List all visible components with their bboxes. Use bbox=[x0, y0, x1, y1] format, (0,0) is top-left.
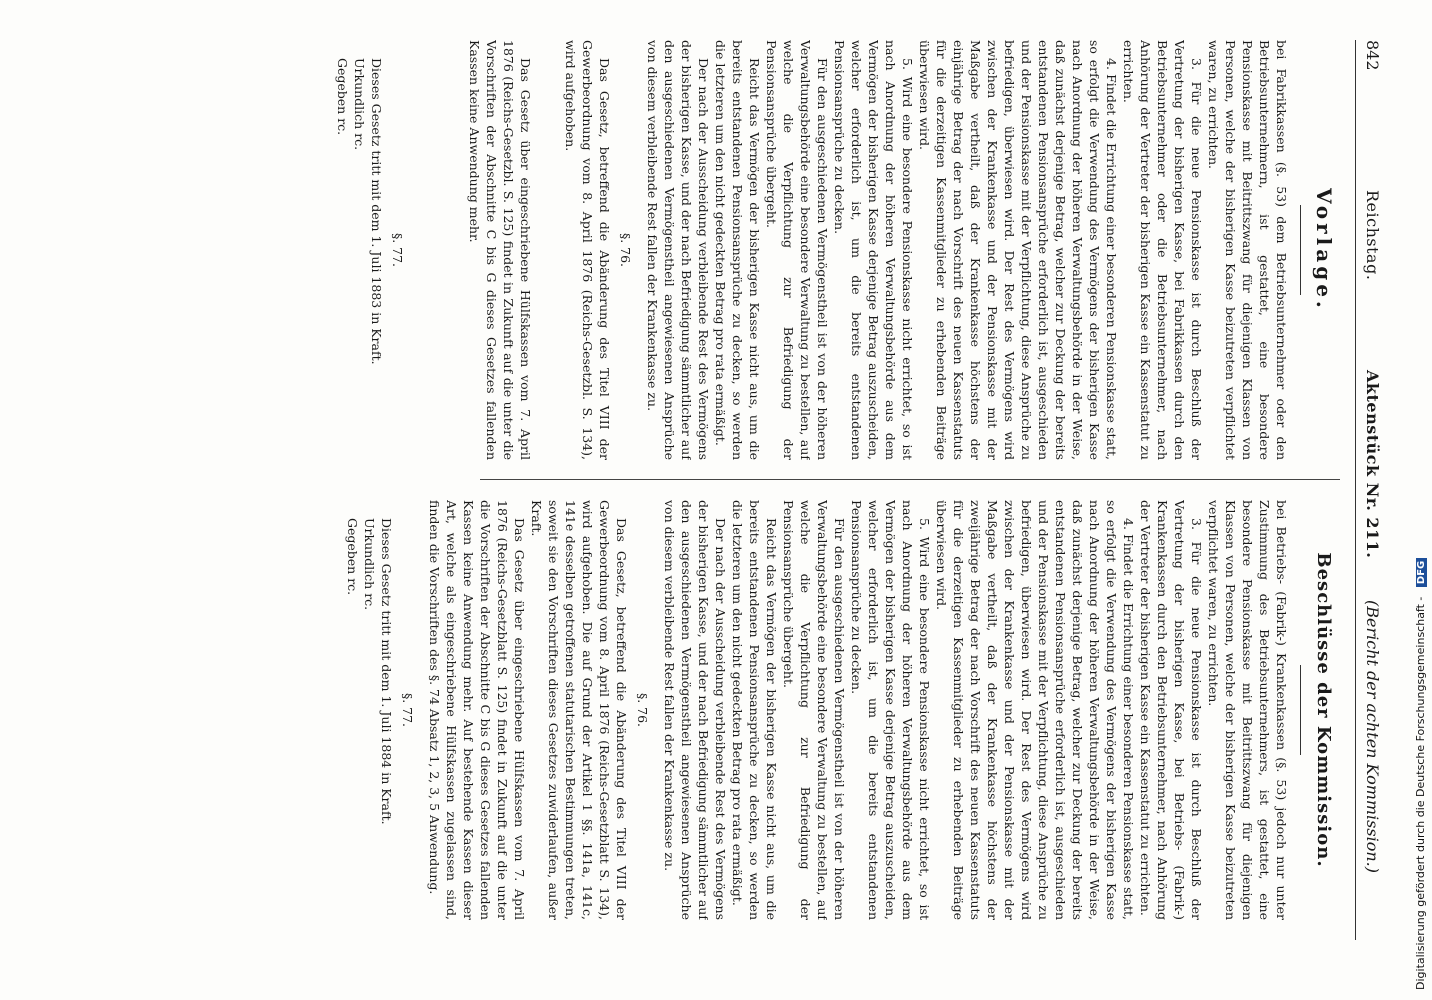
paragraph: Reicht das Vermögen der bisherigen Kasse nicht aus, um die bereits entstandenen Pensionsansprüche zu decken, so werden die letzteren um den nicht gedeckten Betrag pro rata ermäßigt. bbox=[713, 40, 762, 460]
section-heading-76: §. 76. bbox=[618, 232, 633, 268]
paragraph: 3. Für die neue Pensionskasse ist durch Beschluß der Vertretung der bisherigen Kasse, bei Betriebs- (Fabrik-) Krankenkassen durch den Betriebsunternehmer, nach Anhörung der Vertreter der bisherigen Kasse ein Kassenstatut zu errichten. bbox=[1138, 500, 1204, 920]
dfg-logo: DFG bbox=[1416, 558, 1427, 587]
header-bericht: (Bericht der achten Kommission.) bbox=[1363, 600, 1382, 873]
header-aktenstueck: Aktenstück Nr. 211. bbox=[1363, 370, 1382, 559]
column-title-vorlage: Vorlage. bbox=[1312, 188, 1336, 312]
paragraph: 5. Wird eine besondere Pensionskasse nicht errichtet, so ist nach Anordnung der höheren Verwaltungsbehörde aus dem Vermögen der bisherigen Kasse derjenige Betrag auszuscheiden, welcher erforderlich ist, um die bereits entstandenen Pensionsansprüche zu decken. bbox=[849, 500, 932, 920]
section-heading-77: §. 77. bbox=[390, 232, 405, 268]
column-divider bbox=[480, 479, 1340, 480]
column-beschluesse bbox=[20, 500, 1340, 920]
paragraph: Für den ausgeschiedenen Vermögenstheil ist von der höheren Verwaltungsbehörde eine besondere Verwaltung zu bestellen, auf welche die Verpflichtung zur Befriedigung der Pensionsansprüche übergeht. bbox=[764, 40, 830, 460]
column-vorlage bbox=[20, 40, 1340, 460]
paragraph: Das Gesetz, betreffend die Abänderung des Titel VIII der Gewerbeordnung vom 8. April 1876 (Reichs-Gesetzbl. S. 134), wird aufgehoben. bbox=[563, 40, 612, 460]
paragraph: 4. Findet die Errichtung einer besonderen Pensionskasse statt, so erfolgt die Verwendung des Vermögens der bisherigen Kasse nach Anordnung der höheren Verwaltungsbehörde in der Weise, daß zunächst derjenige Betrag, welcher zur Deckung der bereits entstandenen Pensionsansprüche erforderlich ist, ausgeschieden und der Pensionskasse mit der Verpflichtung, diese Ansprüche zu befriedigen, überwiesen wird. Der Rest des Vermögens wird zwischen der Krankenkasse und der Pensionskasse mit der Maßgabe vertheilt, daß der Krankenkasse höchstens der zweijährige Betrag der nach Vorschrift des neuen Kassenstatuts für die derzeitigen Kassenmitglieder zu erhebenden Beiträge überwiesen wird. bbox=[934, 500, 1136, 920]
paragraph: Für den ausgeschiedenen Vermögenstheil ist von der höheren Verwaltungsbehörde eine besondere Verwaltung zu bestellen, auf welche die Verpflichtung zur Befriedigung der Pensionsansprüche übergeht. bbox=[781, 500, 847, 920]
header-rule bbox=[1355, 40, 1356, 940]
paragraph: Dieses Gesetz tritt mit dem 1. Juli 1884 in Kraft. bbox=[379, 518, 394, 825]
closing-urkundlich: Urkundlich rc. bbox=[362, 518, 377, 611]
paragraph: bei Betriebs- (Fabrik-) Krankenkassen (§. 53) jedoch nur unter Zustimmung des Betriebsunternehmers, ist gestattet, eine besondere Pensionskasse mit Beitrittszwang für diejenigen Klassen von Personen, welche der bisherigen Kasse beizutreten verpflichtet waren, zu errichten. bbox=[1206, 500, 1289, 920]
paragraph: Das Gesetz über eingeschriebene Hülfskassen vom 7. April 1876 (Reichs-Gesetzbl. S. 125) findet in Zukunft auf die unter die Vorschriften der Abschnitte C bis G dieses Gesetzes fallenden Kassen keine Anwendung mehr. bbox=[467, 40, 533, 460]
paragraph: Der nach der Ausscheidung verbleibende Rest des Vermögens der bisherigen Kasse, und der nach Befriedigung sämmtlicher auf den ausgeschiedenen Vermögenstheil angewiesenen Ansprüche von diesem verbleibende Rest fallen der Krankenkasse zu. bbox=[662, 500, 728, 920]
paragraph: 4. Findet die Errichtung einer besonderen Pensionskasse statt, so erfolgt die Verwendung des Vermögens der bisherigen Kasse nach Anordnung der höheren Verwaltungsbehörde in der Weise, daß zunächst derjenige Betrag, welcher zur Deckung der bereits entstandenen Pensionsansprüche erforderlich ist, ausgeschieden und der Pensionskasse mit der Verpflichtung, diese Ansprüche zu befriedigen, überwiesen wird. Der Rest des Vermögens wird zwischen der Krankenkasse und der Pensionskasse mit der Maßgabe vertheilt, daß der Krankenkasse höchstens der einjährige Betrag der nach Vorschrift des neuen Kassenstatuts für die derzeitigen Kassenmitglieder zu erhebenden Beiträge überwiesen wird. bbox=[917, 40, 1119, 460]
section-heading-77: §. 77. bbox=[400, 692, 415, 728]
running-header bbox=[1360, 40, 1382, 940]
paragraph: 5. Wird eine besondere Pensionskasse nicht errichtet, so ist nach Anordnung der höheren Verwaltungsbehörde aus dem Vermögen der bisherigen Kasse derjenige Betrag auszuscheiden, welcher erforderlich ist, um die bereits entstandenen Pensionsansprüche zu decken. bbox=[832, 40, 915, 460]
paragraph: Das Gesetz über eingeschriebene Hülfskassen vom 7. April 1876 (Reichs-Gesetzblatt S. 125) findet in Zukunft auf die unter die Vorschriften der Abschnitte C bis G dieses Gesetzes fallenden Kassen keine Anwendung mehr. Auf bestehende Kassen dieser Art, welche als eingeschriebene Hülfskassen zugelassen sind, finden die Vorschriften des §. 74 Absatz 1, 2, 3, 5 Anwendung. bbox=[427, 500, 527, 920]
paragraph: Der nach der Ausscheidung verbleibende Rest des Vermögens der bisherigen Kasse, und der nach Befriedigung sämmtlicher auf den ausgeschiedenen Vermögenstheil angewiesenen Ansprüche von diesem verbleibende Rest fallen der Krankenkasse zu. bbox=[645, 40, 711, 460]
title-rule bbox=[1300, 205, 1301, 295]
closing-gegeben: Gegeben rc. bbox=[335, 58, 350, 136]
title-rule bbox=[1300, 665, 1301, 755]
header-reichstag: Reichstag. bbox=[1363, 190, 1382, 281]
dfg-notice-text: Digitalisierung gefördert durch die Deutsche Forschungsgemeinschaft - bbox=[1414, 596, 1427, 990]
closing-gegeben: Gegeben rc. bbox=[345, 518, 360, 596]
paragraph: Das Gesetz, betreffend die Abänderung des Titel VIII der Gewerbeordnung vom 8. April 1876 (Reichs-Gesetzblatt S. 134), wird aufgehoben. Die auf Grund der Artikel 1 §§. 141a, 141c, 141e desselben getroffenen statutarischen Bestimmungen treten, soweit sie den Vorschriften dieses Gesetzes zuwiderlaufen, außer Kraft. bbox=[529, 500, 629, 920]
dfg-side-strip bbox=[1412, 0, 1432, 1000]
page-number: 842 bbox=[1363, 40, 1382, 71]
column-title-beschluesse: Beschlüsse der Kommission. bbox=[1313, 552, 1334, 868]
paragraph: 3. Für die neue Pensionskasse ist durch Beschluß der Vertretung der bisherigen Kasse, bei Fabrikkassen durch den Betriebsunternehmer oder die Betriebsunternehmer, nach Anhörung der Vertreter der bisherigen Kasse ein Kassenstatut zu errichten. bbox=[1121, 40, 1204, 460]
paragraph: Reicht das Vermögen der bisherigen Kasse nicht aus, um die bereits entstandenen Pensionsansprüche zu decken, so werden die letzteren um den nicht gedeckten Betrag pro rata ermäßigt. bbox=[730, 500, 779, 920]
paragraph: bei Fabrikkassen (§. 53) dem Betriebsunternehmer oder den Betriebsunternehmern, ist gestattet, eine besondere Pensionskasse mit Beitrittszwang für diejenigen Klassen von Personen, welche der bisherigen Kasse beizutreten verpflichtet waren, zu errichten. bbox=[1206, 40, 1289, 460]
section-heading-76: §. 76. bbox=[635, 692, 650, 728]
paragraph: Dieses Gesetz tritt mit dem 1. Juli 1883 in Kraft. bbox=[369, 58, 384, 365]
dfg-notice bbox=[1414, 10, 1430, 990]
closing-urkundlich: Urkundlich rc. bbox=[352, 58, 367, 151]
